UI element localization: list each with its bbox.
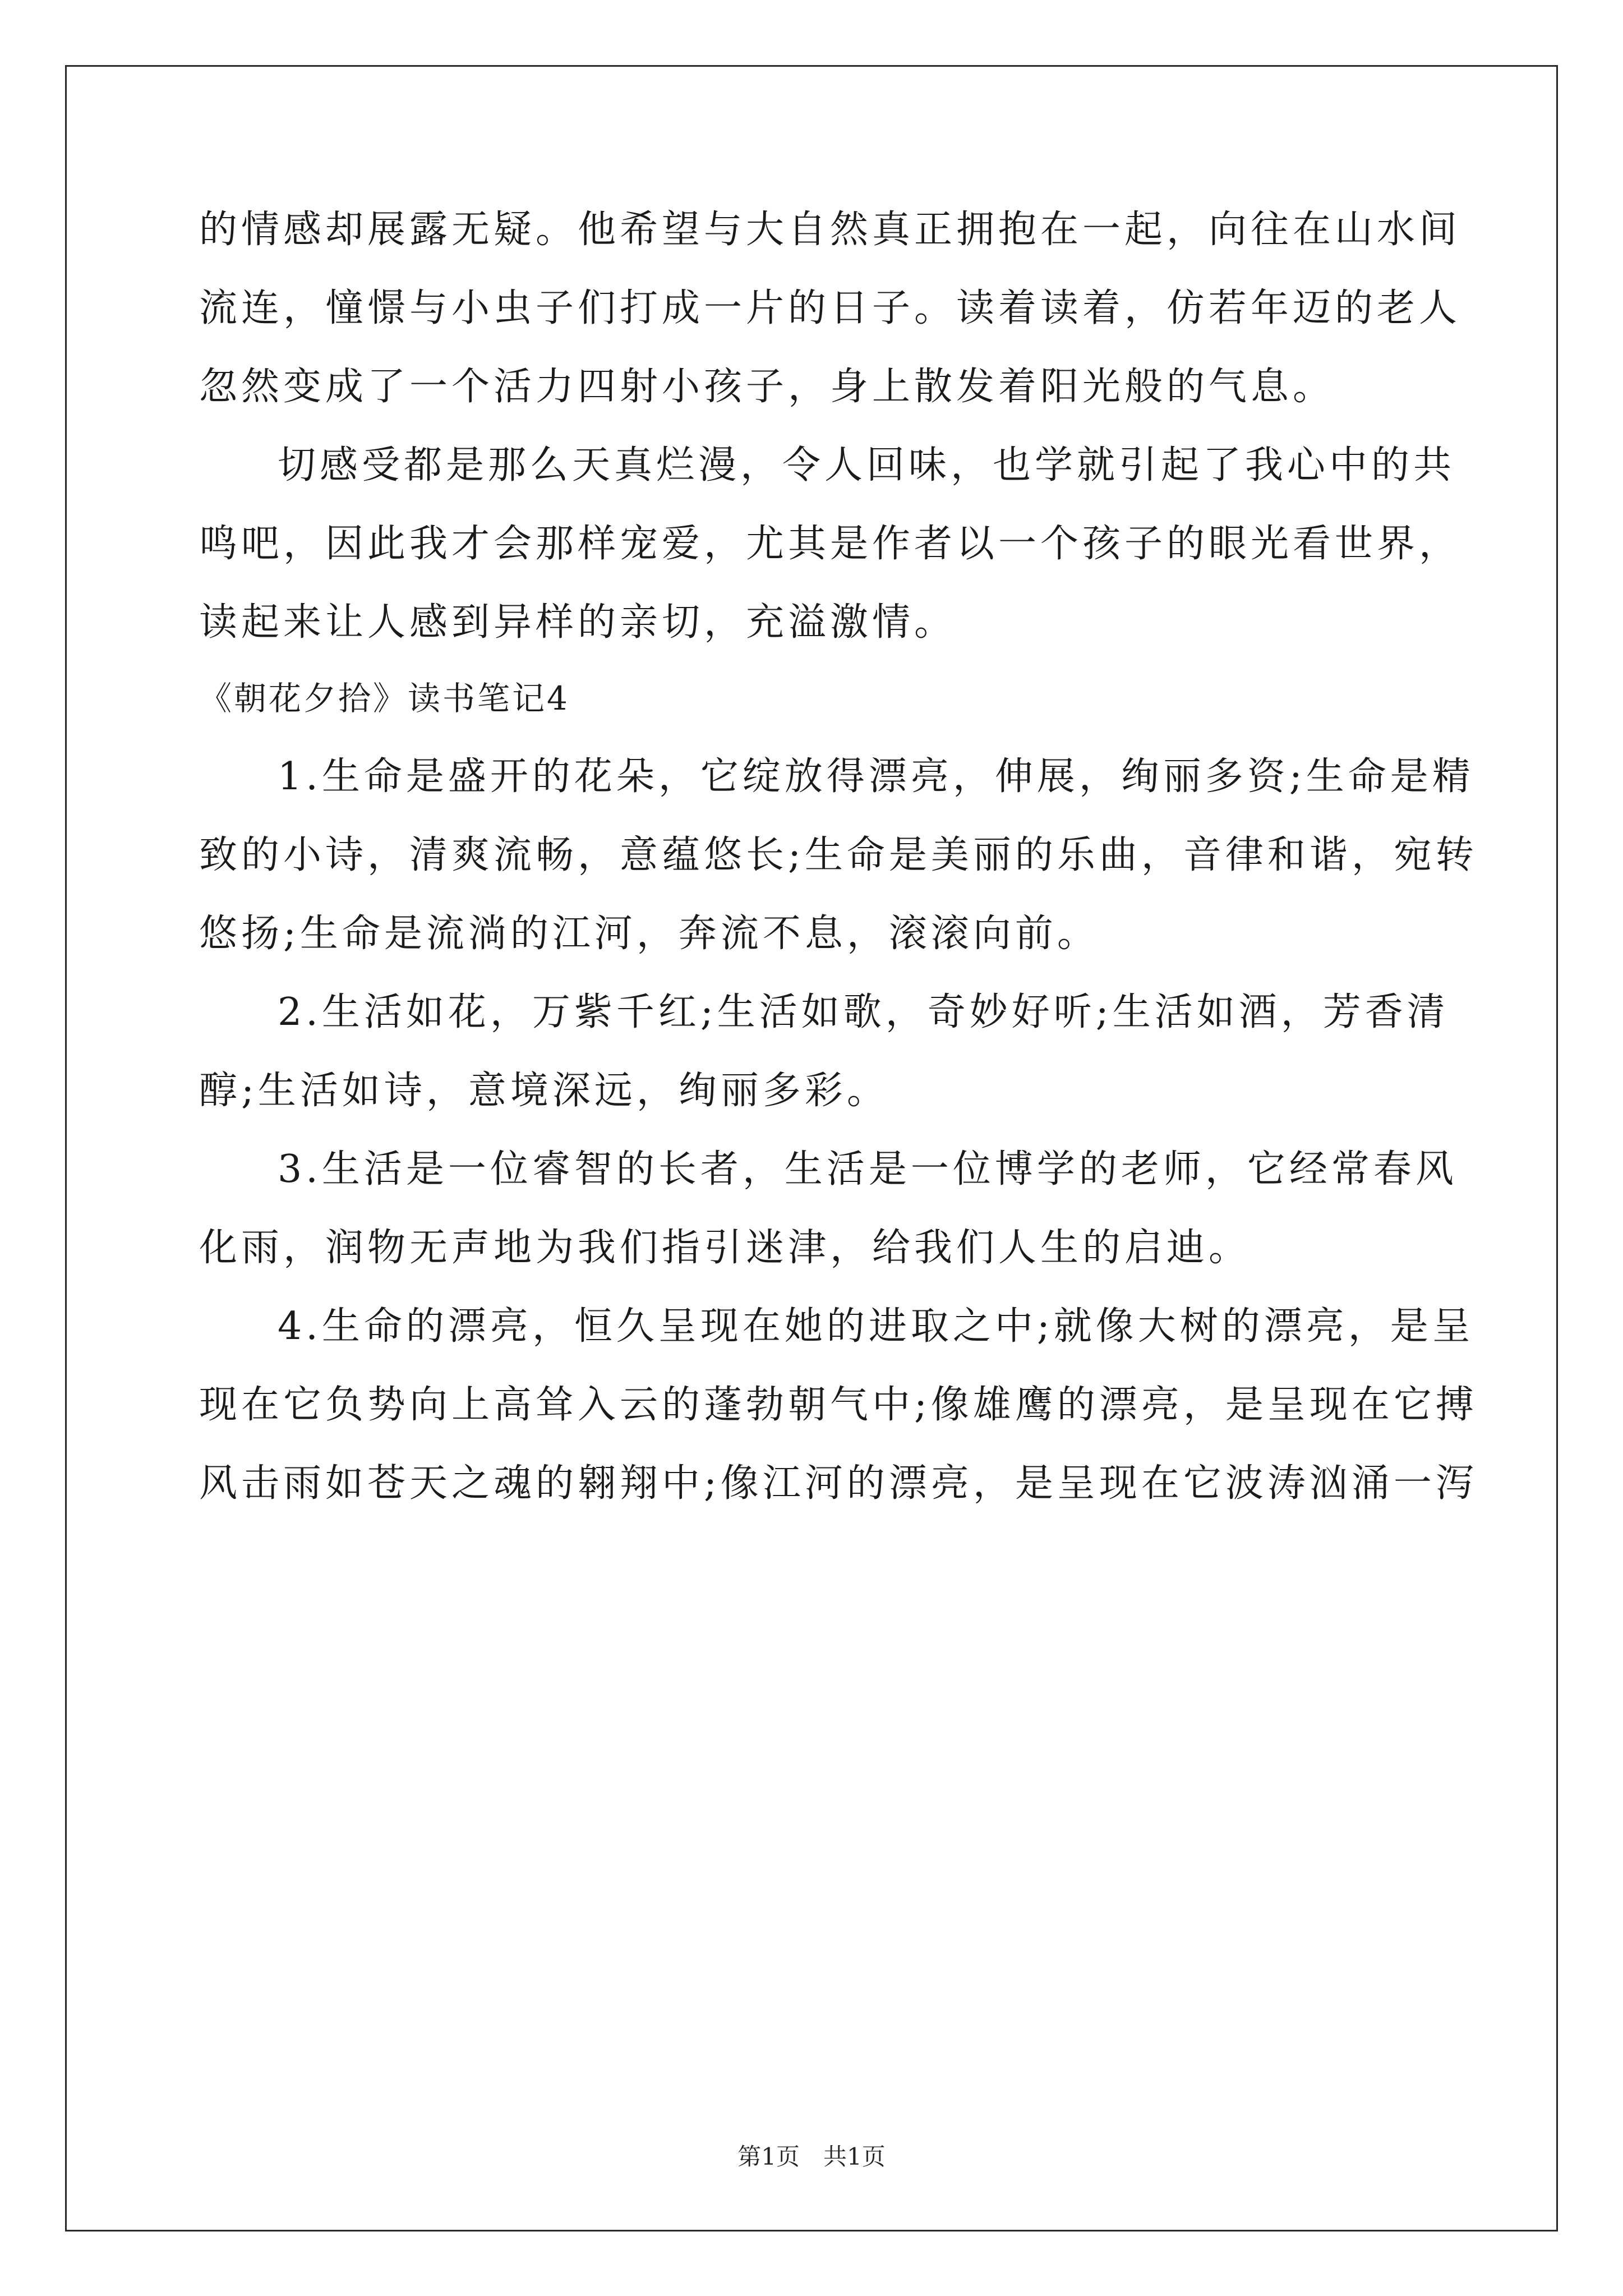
text-line: 鸣吧，因此我才会那样宠爱，尤其是作者以一个孩子的眼光看世界， [199, 522, 1461, 566]
paragraph-first-line: 2.生活如花，万紫千红;生活如歌，奇妙好听;生活如酒，芳香清 [278, 990, 1449, 1034]
text-line: 读起来让人感到异样的亲切，充溢激情。 [199, 600, 957, 645]
paragraph-first-line: 1.生命是盛开的花朵，它绽放得漂亮，伸展，绚丽多资;生命是精 [278, 754, 1474, 799]
text-line: 致的小诗，清爽流畅，意蕴悠长;生命是美丽的乐曲，音律和谐，宛转 [199, 833, 1478, 877]
text-line: 风击雨如苍天之魂的翱翔中;像江河的漂亮，是呈现在它波涛汹涌一泻 [199, 1461, 1478, 1506]
section-heading: 《朝花夕拾》读书笔记4 [199, 679, 570, 717]
paragraph-first-line: 4.生命的漂亮，恒久呈现在她的进取之中;就像大树的漂亮，是呈 [278, 1304, 1474, 1349]
paragraph-first-line: 切感受都是那么天真烂漫，令人回味，也学就引起了我心中的共 [278, 443, 1456, 487]
text-line: 流连，憧憬与小虫子们打成一片的日子。读着读着，仿若年迈的老人 [199, 286, 1461, 330]
text-line: 醇;生活如诗，意境深远，绚丽多彩。 [199, 1069, 889, 1113]
text-line: 现在它负势向上高耸入云的蓬勃朝气中;像雄鹰的漂亮，是呈现在它搏 [199, 1383, 1478, 1427]
page-number-footer: 第1页 共1页 [737, 2143, 886, 2170]
text-line: 忽然变成了一个活力四射小孩子，身上散发着阳光般的气息。 [199, 365, 1335, 409]
text-line: 化雨，润物无声地为我们指引迷津，给我们人生的启迪。 [199, 1226, 1251, 1270]
text-line: 悠扬;生命是流淌的江河，奔流不息，滚滚向前。 [199, 912, 1099, 956]
paragraph-first-line: 3.生活是一位睿智的长者，生活是一位博学的老师，它经常春风 [278, 1147, 1458, 1191]
text-line: 的情感却展露无疑。他希望与大自然真正拥抱在一起，向往在山水间 [199, 208, 1461, 252]
